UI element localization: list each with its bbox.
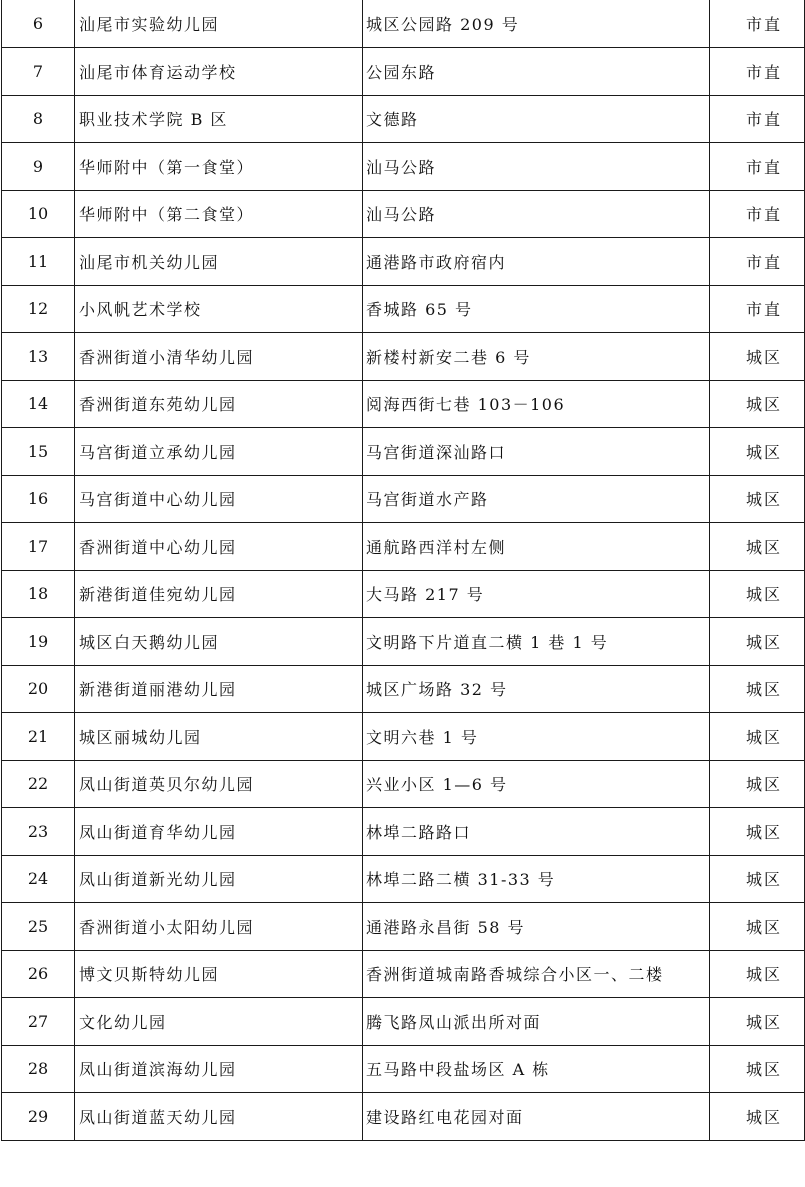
row-number-cell: 23 (2, 808, 75, 856)
category-cell: 城区 (710, 665, 805, 713)
category-cell: 城区 (710, 760, 805, 808)
school-name-cell: 汕尾市体育运动学校 (75, 48, 363, 96)
row-number-cell: 24 (2, 855, 75, 903)
table-row (2, 0, 805, 48)
school-name-cell: 新港街道佳宛幼儿园 (75, 570, 363, 618)
row-number-cell: 8 (2, 95, 75, 143)
category-cell: 城区 (710, 855, 805, 903)
category-cell: 市直 (710, 48, 805, 96)
category-cell: 市直 (710, 143, 805, 191)
category-cell: 城区 (710, 998, 805, 1046)
row-number-cell: 13 (2, 333, 75, 381)
address-cell: 文明路下片道直二横 1 巷 1 号 (363, 618, 710, 666)
category-cell: 城区 (710, 380, 805, 428)
row-number-cell: 22 (2, 760, 75, 808)
address-cell: 林埠二路路口 (363, 808, 710, 856)
table-row (2, 475, 805, 523)
address-cell: 香城路 65 号 (363, 285, 710, 333)
address-cell: 马宫街道深汕路口 (363, 428, 710, 476)
row-number-cell: 9 (2, 143, 75, 191)
school-name-cell: 小风帆艺术学校 (75, 285, 363, 333)
table-row (2, 333, 805, 381)
row-number-cell: 6 (2, 0, 75, 48)
row-number-cell: 20 (2, 665, 75, 713)
school-name-cell: 香洲街道中心幼儿园 (75, 523, 363, 571)
table-row (2, 903, 805, 951)
row-number-cell: 25 (2, 903, 75, 951)
school-name-cell: 城区白天鹅幼儿园 (75, 618, 363, 666)
row-number-cell: 15 (2, 428, 75, 476)
table-row (2, 48, 805, 96)
school-name-cell: 职业技术学院 B 区 (75, 95, 363, 143)
row-number-cell: 27 (2, 998, 75, 1046)
address-cell: 五马路中段盐场区 A 栋 (363, 1045, 710, 1093)
category-cell: 城区 (710, 570, 805, 618)
category-cell: 城区 (710, 950, 805, 998)
table-row (2, 665, 805, 713)
address-cell: 城区公园路 209 号 (363, 0, 710, 48)
address-cell: 林埠二路二横 31-33 号 (363, 855, 710, 903)
school-name-cell: 凤山街道新光幼儿园 (75, 855, 363, 903)
school-name-cell: 文化幼儿园 (75, 998, 363, 1046)
school-name-cell: 马宫街道立承幼儿园 (75, 428, 363, 476)
category-cell: 城区 (710, 618, 805, 666)
address-cell: 通港路永昌街 58 号 (363, 903, 710, 951)
category-cell: 城区 (710, 1093, 805, 1141)
row-number-cell: 7 (2, 48, 75, 96)
category-cell: 城区 (710, 903, 805, 951)
row-number-cell: 18 (2, 570, 75, 618)
category-cell: 城区 (710, 1045, 805, 1093)
table-body (2, 0, 805, 1140)
row-number-cell: 28 (2, 1045, 75, 1093)
address-cell: 阅海西街七巷 103－106 (363, 380, 710, 428)
row-number-cell: 19 (2, 618, 75, 666)
table-row (2, 855, 805, 903)
row-number-cell: 14 (2, 380, 75, 428)
table-row (2, 808, 805, 856)
address-cell: 公园东路 (363, 48, 710, 96)
school-name-cell: 马宫街道中心幼儿园 (75, 475, 363, 523)
address-cell: 汕马公路 (363, 143, 710, 191)
category-cell: 城区 (710, 475, 805, 523)
category-cell: 市直 (710, 95, 805, 143)
address-cell: 马宫街道水产路 (363, 475, 710, 523)
table-row (2, 380, 805, 428)
school-name-cell: 新港街道丽港幼儿园 (75, 665, 363, 713)
row-number-cell: 10 (2, 190, 75, 238)
address-cell: 通港路市政府宿内 (363, 238, 710, 286)
row-number-cell: 26 (2, 950, 75, 998)
table-row (2, 238, 805, 286)
table-row (2, 570, 805, 618)
table-row (2, 143, 805, 191)
school-name-cell: 凤山街道育华幼儿园 (75, 808, 363, 856)
school-name-cell: 凤山街道英贝尔幼儿园 (75, 760, 363, 808)
address-cell: 香洲街道城南路香城综合小区一、二楼 (363, 950, 710, 998)
table-row (2, 523, 805, 571)
category-cell: 城区 (710, 808, 805, 856)
table-row (2, 95, 805, 143)
school-name-cell: 凤山街道蓝天幼儿园 (75, 1093, 363, 1141)
address-cell: 文德路 (363, 95, 710, 143)
row-number-cell: 29 (2, 1093, 75, 1141)
category-cell: 市直 (710, 285, 805, 333)
school-name-cell: 华师附中（第二食堂） (75, 190, 363, 238)
category-cell: 城区 (710, 333, 805, 381)
address-cell: 城区广场路 32 号 (363, 665, 710, 713)
school-name-cell: 博文贝斯特幼儿园 (75, 950, 363, 998)
school-name-cell: 香洲街道小清华幼儿园 (75, 333, 363, 381)
row-number-cell: 16 (2, 475, 75, 523)
table-row (2, 1093, 805, 1141)
table-row (2, 950, 805, 998)
table-row (2, 760, 805, 808)
school-name-cell: 城区丽城幼儿园 (75, 713, 363, 761)
row-number-cell: 17 (2, 523, 75, 571)
category-cell: 市直 (710, 0, 805, 48)
row-number-cell: 11 (2, 238, 75, 286)
address-cell: 通航路西洋村左侧 (363, 523, 710, 571)
row-number-cell: 21 (2, 713, 75, 761)
category-cell: 市直 (710, 190, 805, 238)
table-row (2, 1045, 805, 1093)
school-name-cell: 华师附中（第一食堂） (75, 143, 363, 191)
school-name-cell: 凤山街道滨海幼儿园 (75, 1045, 363, 1093)
school-name-cell: 汕尾市机关幼儿园 (75, 238, 363, 286)
category-cell: 城区 (710, 713, 805, 761)
school-name-cell: 汕尾市实验幼儿园 (75, 0, 363, 48)
category-cell: 城区 (710, 523, 805, 571)
table-row (2, 998, 805, 1046)
table-row (2, 713, 805, 761)
row-number-cell: 12 (2, 285, 75, 333)
address-cell: 大马路 217 号 (363, 570, 710, 618)
school-name-cell: 香洲街道小太阳幼儿园 (75, 903, 363, 951)
category-cell: 市直 (710, 238, 805, 286)
table-row (2, 618, 805, 666)
category-cell: 城区 (710, 428, 805, 476)
address-cell: 汕马公路 (363, 190, 710, 238)
canteen-list-table (1, 0, 805, 1141)
address-cell: 建设路红电花园对面 (363, 1093, 710, 1141)
school-name-cell: 香洲街道东苑幼儿园 (75, 380, 363, 428)
table-row (2, 285, 805, 333)
address-cell: 文明六巷 1 号 (363, 713, 710, 761)
address-cell: 腾飞路凤山派出所对面 (363, 998, 710, 1046)
address-cell: 新楼村新安二巷 6 号 (363, 333, 710, 381)
table-row (2, 190, 805, 238)
table-row (2, 428, 805, 476)
address-cell: 兴业小区 1—6 号 (363, 760, 710, 808)
